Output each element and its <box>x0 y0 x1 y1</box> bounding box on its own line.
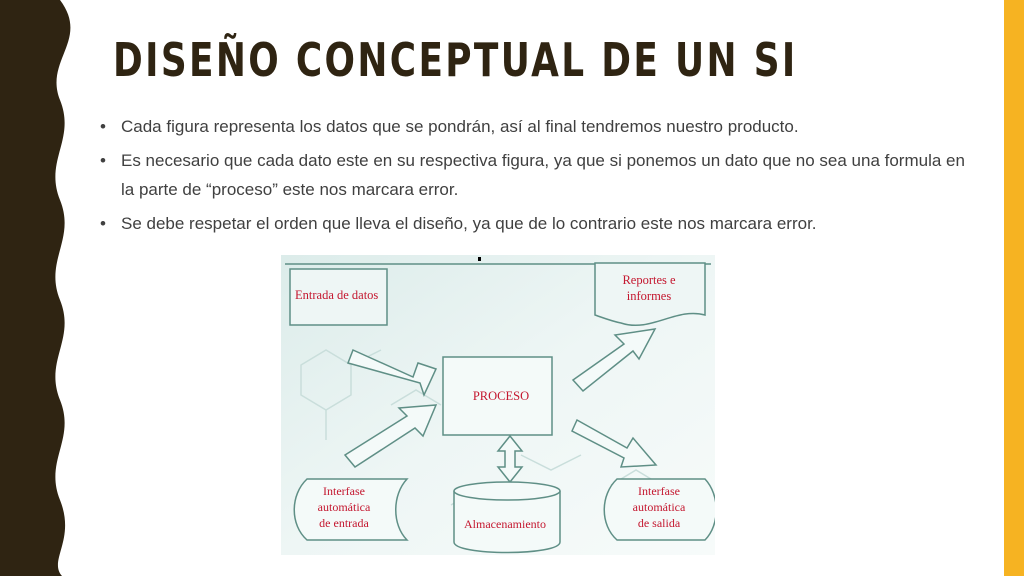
slide-title: DISEÑO CONCEPTUAL DE UN SI <box>113 33 798 87</box>
entrada-datos-label: Entrada de datos <box>295 288 379 302</box>
interfase-entrada-line2: automática <box>317 500 371 514</box>
bullet-icon: • <box>100 214 106 233</box>
interfase-entrada-line1: Interfase <box>323 484 365 498</box>
interfase-salida-line2: automática <box>632 500 686 514</box>
interfase-salida-line3: de salida <box>637 516 681 530</box>
left-wave-decoration <box>0 0 80 576</box>
top-dot <box>478 257 481 261</box>
bullet-item: • Se debe respetar el orden que lleva el diseño, ya que de lo contrario este nos marcara error. <box>100 209 980 238</box>
reportes-label-line1: Reportes e <box>622 273 676 287</box>
proceso-label: PROCESO <box>472 389 530 403</box>
system-diagram <box>281 255 715 555</box>
bullet-list <box>100 112 980 243</box>
bullet-icon: • <box>100 117 106 136</box>
right-accent-bar <box>1004 0 1024 576</box>
interfase-salida-line1: Interfase <box>638 484 680 498</box>
bullet-icon: • <box>100 151 106 170</box>
almacenamiento-label: Almacenamiento <box>464 517 546 531</box>
reportes-label-line2: informes <box>626 289 672 303</box>
interfase-entrada-line3: de entrada <box>319 516 369 530</box>
bullet-item: • Es necesario que cada dato este en su respectiva figura, ya que si ponemos un dato que no sea una formula en la parte de “proceso” este nos marcara error. <box>100 146 980 204</box>
bullet-item: • Cada figura representa los datos que se pondrán, así al final tendremos nuestro producto. <box>100 112 980 141</box>
